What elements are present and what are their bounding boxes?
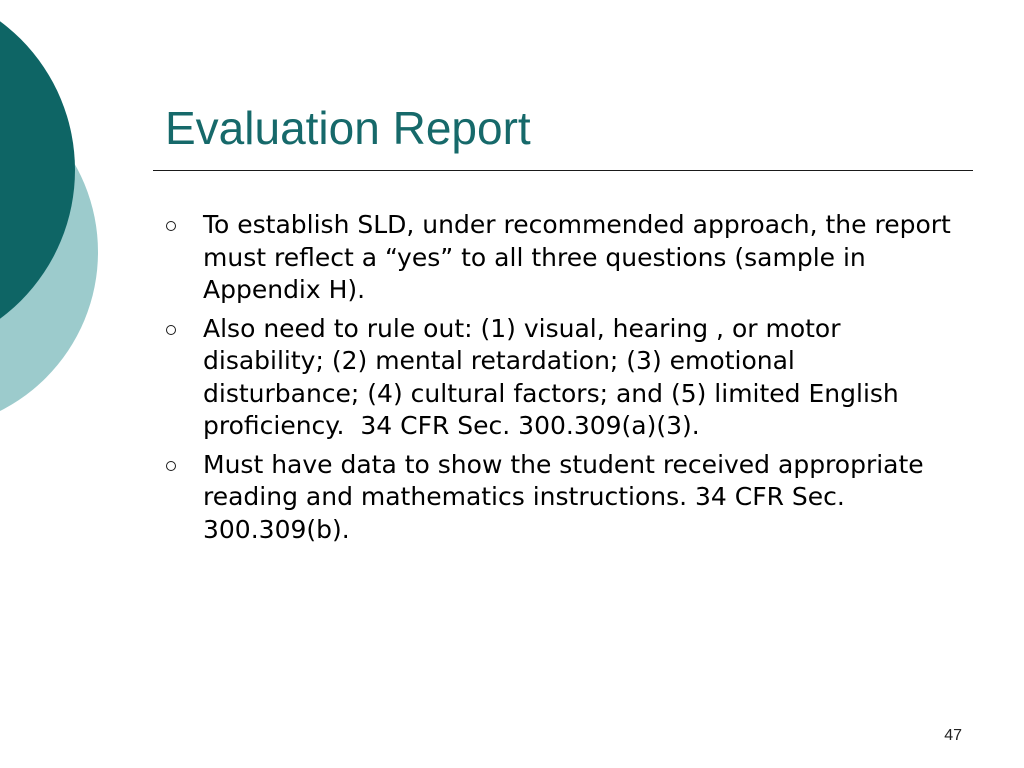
title-divider: [153, 170, 973, 171]
bullet-text: Must have data to show the student received appropriate reading and mathematics instructions. 34 CFR Sec. 300.309(b).: [203, 449, 932, 544]
slide-title: Evaluation Report: [165, 102, 531, 154]
circle-bullet-icon: [166, 325, 176, 335]
page-number: 47: [944, 727, 962, 744]
list-item: [163, 449, 953, 547]
bullet-text: Also need to rule out: (1) visual, hearing , or motor disability; (2) mental retardation; (3) emotional disturbance; (4) cultural factors; and (5) limited English proficiency. 34 CFR Sec. 300.309(a)(3).: [203, 313, 907, 440]
bullet-text: To establish SLD, under recommended approach, the report must reflect a “yes” to all three questions (sample in Appendix H).: [203, 210, 959, 304]
circle-bullet-icon: [166, 221, 176, 231]
circle-bullet-icon: [166, 461, 176, 471]
list-item: [163, 313, 953, 443]
bullet-list: [163, 209, 959, 552]
decorative-circles: [0, 0, 120, 420]
list-item: [163, 209, 959, 307]
